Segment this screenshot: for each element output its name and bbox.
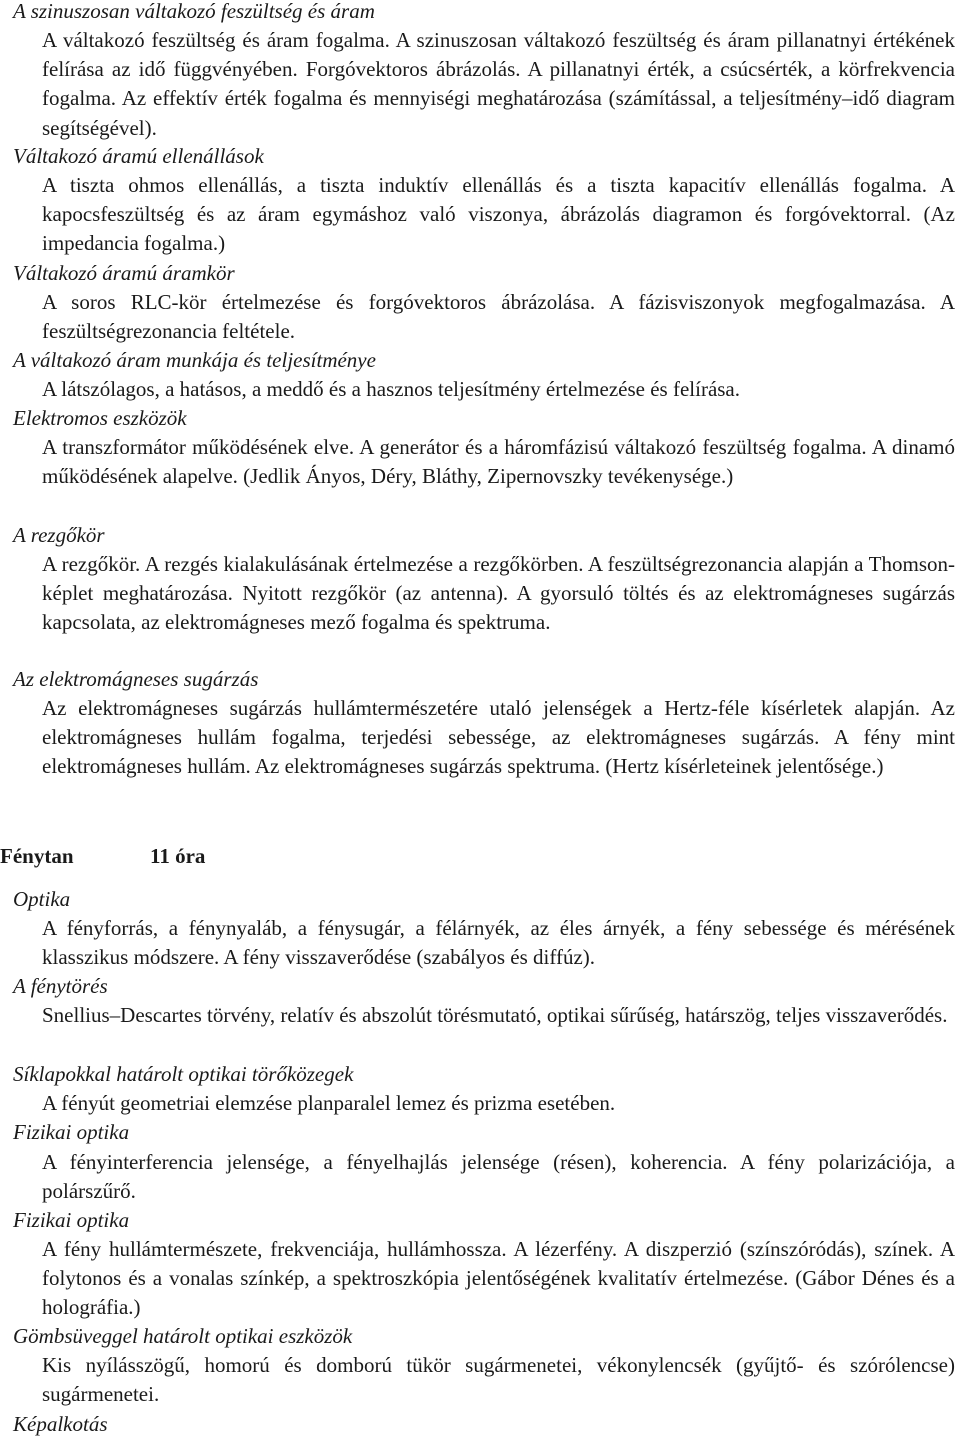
section-heading-plane-media: Síklapokkal határolt optikai törőközegek [13, 1062, 354, 1086]
section-text-refraction: Snellius–Descartes törvény, relatív és abszolút törésmutató, optikai sűrűség, határszög, teljes visszaverődés. [42, 1003, 948, 1027]
chapter-hours: 11 óra [150, 844, 206, 868]
section-text-physical-optics-1: A fényinterferencia jelensége, a fényelhajlás jelensége (résen), koherencia. A fény polarizációja, a polárszűrő. [42, 1150, 955, 1204]
section-text-optics: A fényforrás, a fénynyaláb, a fénysugár, a félárnyék, az éles árnyék, a fény sebessége és mérésének klasszikus módszere. A fény visszaverődése (szabályos és diffúz). [42, 916, 955, 970]
section-heading-lc-circuit: A rezgőkör [13, 523, 105, 547]
chapter-title: Fénytan [0, 844, 74, 868]
section-heading-sinusoidal: A szinuszosan váltakozó feszültség és áram [13, 0, 375, 23]
section-text-em-radiation: Az elektromágneses sugárzás hullámtermészetére utaló jelenségek a Hertz-féle kísérletek alapján. Az elektromágneses hullám fogalma, terjedési sebessége, az elektromágneses sugárzás. A fény mint elektromágneses hullám. Az elektromágneses sugárzás spektruma. (Hertz kísérleteinek jelentősége.) [42, 696, 955, 779]
section-text-ac-power: A látszólagos, a hatásos, a meddő és a hasznos teljesítmény értelmezése és felírása. [42, 377, 741, 401]
section-text-physical-optics-2: A fény hullámtermészete, frekvenciája, hullámhossza. A lézerfény. A diszperzió (színszóródás), színek. A folytonos és a vonalas színkép, a spektroszkópia jelentőségének kvalitatív értelmezése. (Gábor Dénes és a holográfia.) [42, 1237, 955, 1320]
section-heading-refraction: A fénytörés [13, 974, 108, 998]
section-heading-electric-devices: Elektromos eszközök [13, 406, 187, 430]
section-heading-ac-resistances: Váltakozó áramú ellenállások [13, 144, 264, 168]
section-text-sinusoidal: A váltakozó feszültség és áram fogalma. A szinuszosan váltakozó feszültség és áram pillanatnyi értékének felírása az idő függvényében. Forgóvektoros ábrázolás. A pillanatnyi érték, a csúcsérték, a körfrekvencia fogalma. Az effektív érték fogalma és mennyiségi meghatározása (számítással, a teljesítmény–idő diagram segítségével). [42, 28, 955, 140]
section-text-ac-resistances: A tiszta ohmos ellenállás, a tiszta induktív ellenállás és a tiszta kapacitív ellenállás fogalma. A kapocsfeszültség és az áram egymáshoz való viszonya, ábrázolás diagramon és forgóvektorral. (Az impedancia fogalma.) [42, 173, 955, 256]
section-heading-physical-optics-1: Fizikai optika [13, 1120, 130, 1144]
section-heading-imaging: Képalkotás [13, 1412, 108, 1436]
section-heading-ac-circuit: Váltakozó áramú áramkör [13, 261, 235, 285]
section-text-ac-circuit: A soros RLC-kör értelmezése és forgóvektoros ábrázolása. A fázisviszonyok megfogalmazása. A feszültségrezonancia feltétele. [42, 290, 955, 344]
section-text-plane-media: A fényút geometriai elemzése planparalel lemez és prizma esetében. [42, 1091, 616, 1115]
section-text-spherical-devices: Kis nyílásszögű, homorú és domború tükör sugármenetei, vékonylencsék (gyűjtő- és szórólencse) sugármenetei. [42, 1353, 955, 1407]
section-text-lc-circuit: A rezgőkör. A rezgés kialakulásának értelmezése a rezgőkörben. A feszültségrezonancia alapján a Thomson-képlet meghatározása. Nyitott rezgőkör (az antenna). A gyorsuló töltés és az elektromágneses sugárzás kapcsolata, az elektromágneses mező fogalma és spektruma. [42, 552, 955, 635]
section-heading-optics: Optika [13, 887, 71, 911]
chapter-heading [0, 842, 206, 871]
section-heading-physical-optics-2: Fizikai optika [13, 1208, 130, 1232]
section-heading-em-radiation: Az elektromágneses sugárzás [13, 667, 259, 691]
section-heading-ac-power: A váltakozó áram munkája és teljesítménye [13, 348, 376, 372]
section-heading-spherical-devices: Gömbsüveggel határolt optikai eszközök [13, 1324, 353, 1348]
section-text-electric-devices: A transzformátor működésének elve. A generátor és a háromfázisú váltakozó feszültség fogalma. A dinamó működésének alapelve. (Jedlik Ányos, Déry, Bláthy, Zipernovszky tevékenysége.) [42, 435, 955, 489]
